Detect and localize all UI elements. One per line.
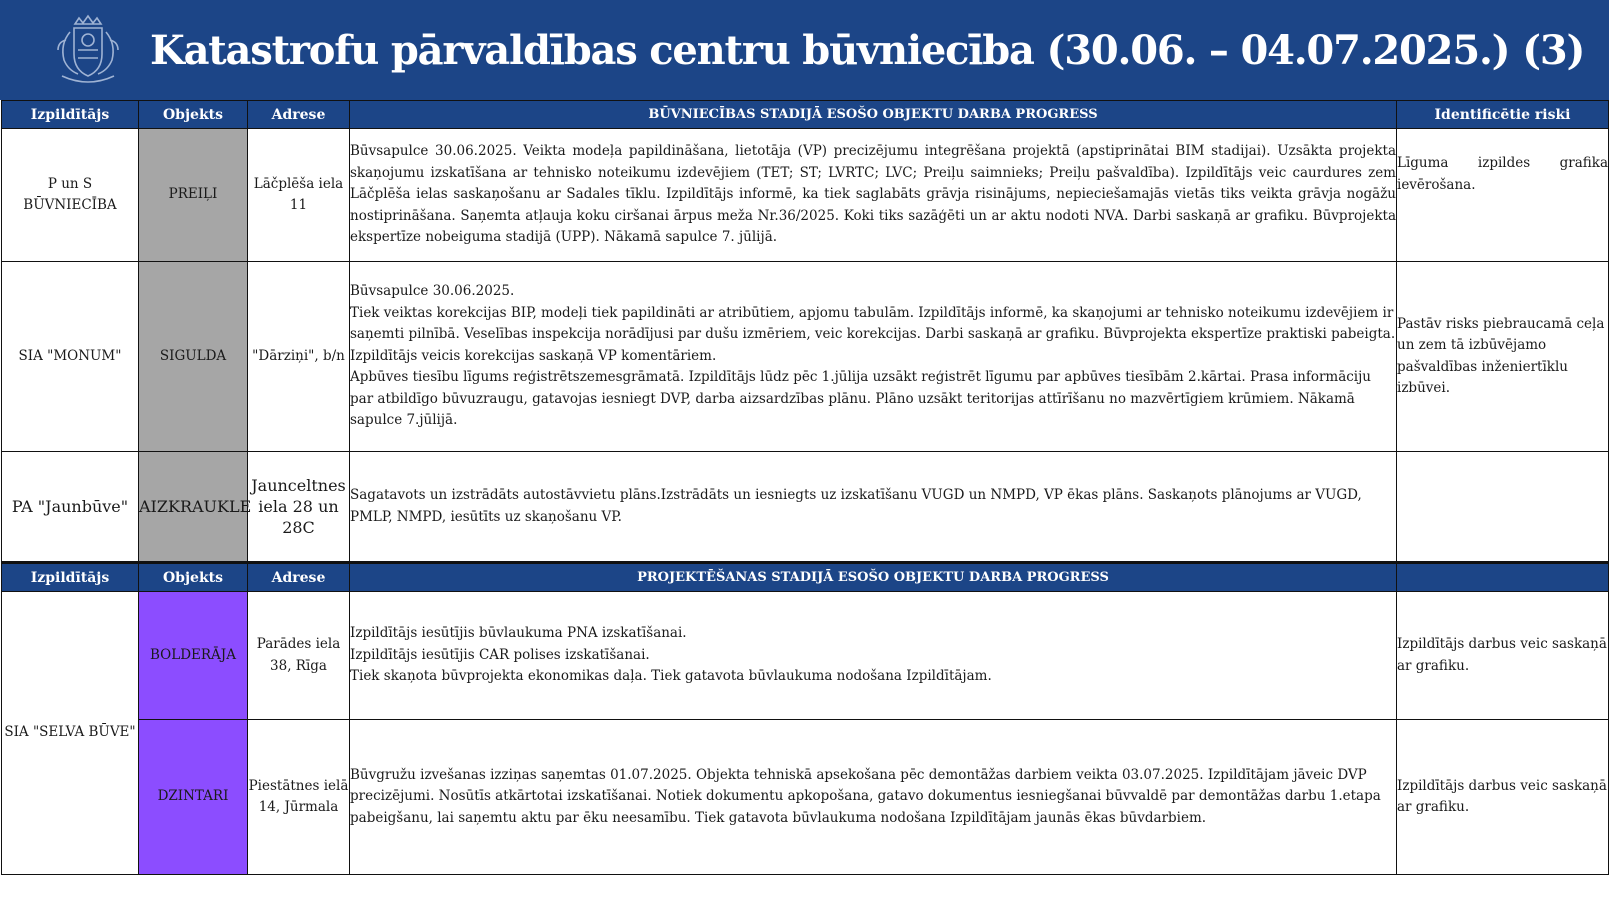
risks-cell: Izpildītājs darbus veic saskaņā ar grafiku. — [1397, 592, 1609, 720]
object-cell: PREIĻI — [139, 129, 248, 262]
progress-cell: Sagatavots un izstrādāts autostāvvietu plāns.Izstrādāts un iesniegts uz izskatīšanu VUGD un NMPD, VP ēkas plāns. Saskaņots plānojums ar VUGD, PMLP, NMPD, iesūtīts uz skaņošanu VP. — [350, 452, 1397, 563]
address-cell: Jaunceltnes iela 28 un 28C — [248, 452, 350, 563]
table-row — [2, 720, 1609, 875]
risks-cell: Izpildītājs darbus veic saskaņā ar grafiku. — [1397, 720, 1609, 875]
column-header-contractor: Izpildītājs — [2, 101, 139, 129]
risks-cell: Līguma izpildes grafika ievērošana. — [1397, 129, 1609, 262]
progress-line: Tiek veiktas korekcijas BIP, modeļi tiek papildināti ar atribūtiem, apjomu tabulām. Izpildītājs informē, ka skaņojumi ar tehnisko noteikumu izdevējiem ir saņemti pilnībā. Veselības inspekcija norādījusi par dušu izmēriem, veic korekcijas. Darbi saskaņā ar grafiku. Būvprojekta ekspertīze praktiski pabeigta. Izpildītājs veicis korekcijas saskaņā VP komentāriem. — [350, 304, 1396, 364]
progress-cell: Būvgružu izvešanas izziņas saņemtas 01.07.2025. Objekta tehniskā apsekošana pēc demontāžas darbiem veikta 03.07.2025. Izpildītājam jāveic DVP precizējumi. Nosūtīs atkārtotai izskatīšanai. Notiek dokumentu apkopošana, gatavo dokumentus iesniegšanai būvvaldē par demontāžas darbu 1.etapa pabeigšanu, lai saņemtu aktu par ēku neesamību. Tiek gatavota būvlaukuma nodošana Izpildītājam jaunās ēkas būvdarbiem. — [350, 720, 1397, 875]
contractor-cell: SIA "MONUM" — [2, 262, 139, 452]
table-row — [2, 592, 1609, 720]
progress-line: Būvsapulce 30.06.2025. — [350, 283, 515, 300]
object-cell: AIZKRAUKLE — [139, 452, 248, 563]
column-header-design-progress: PROJEKTĒŠANAS STADIJĀ ESOŠO OBJEKTU DARBA PROGRESS — [350, 563, 1397, 592]
progress-cell — [350, 592, 1397, 720]
progress-cell: Būvsapulce 30.06.2025. Veikta modeļa papildināšana, lietotāja (VP) precizējumu integrēšana projektā (apstiprinātai BIM stadijai). Uzsākta projekta skaņojumu izskatīšana ar tehnisko noteikumu izdevējiem (TET; ST; LVRTC; LVC; Preiļu saimnieks; Preiļu pašvaldība). Izpildītājs veic caurdures zem Lāčplēša ielas saskaņošanu ar Sadales tīklu. Izpildītājs informē, ka tiek saglabāts grāvja risinājums, nepieciešamajās vietās tiks veikta grāvja nogāžu nostiprināšana. Saņemta atļauja koku ciršanai ārpus meža Nr.36/2025. Koki tiks sazāģēti un ar aktu nodoti NVA. Darbi saskaņā ar grafiku. Būvprojekta ekspertīze nobeiguma stadijā (UPP). Nākamā sapulce 7. jūlijā. — [350, 129, 1397, 262]
column-header-address: Adrese — [248, 563, 350, 592]
column-header-construction-progress: BŪVNIECĪBAS STADIJĀ ESOŠO OBJEKTU DARBA PROGRESS — [350, 101, 1397, 129]
contractor-cell: SIA "SELVA BŪVE" — [2, 592, 139, 875]
address-cell: Parādes iela 38, Rīga — [248, 592, 350, 720]
column-header-address: Adrese — [248, 101, 350, 129]
table-row — [2, 262, 1609, 452]
address-cell: "Dārziņi", b/n — [248, 262, 350, 452]
table-header-design — [2, 563, 1609, 592]
progress-line: Izpildītājs iesūtījis CAR polises izskatīšanai. — [350, 646, 650, 663]
table-row — [2, 452, 1609, 563]
coat-of-arms-icon — [48, 10, 128, 90]
address-cell: Lāčplēša iela 11 — [248, 129, 350, 262]
progress-line: Izpildītājs iesūtījis būvlaukuma PNA izskatīšanai. — [350, 625, 687, 642]
column-header-risks: Identificētie riski — [1397, 101, 1609, 129]
address-cell: Piestātnes ielā 14, Jūrmala — [248, 720, 350, 875]
progress-line: Apbūves tiesību līgums reģistrētszemesgrāmatā. Izpildītājs lūdz pēc 1.jūlija uzsākt reģistrēt līgumu par apbūves tiesībām 2.kārtai. Prasa informāciju par atbildīgo būvuzraugu, gatavojas iesniegt DVP, darba aizsardzības plānu. Plāno uzsākt teritorijas attīrīšanu no mazvērtīgiem krūmiem. Nākamā sapulce 7.jūlijā. — [350, 369, 1372, 429]
contractor-cell: PA "Jaunbūve" — [2, 452, 139, 563]
object-cell: SIGULDA — [139, 262, 248, 452]
progress-table — [1, 100, 1609, 875]
column-header-object: Objekts — [139, 101, 248, 129]
object-cell: DZINTARI — [139, 720, 248, 875]
column-header-object: Objekts — [139, 563, 248, 592]
object-cell: BOLDERĀJA — [139, 592, 248, 720]
risks-cell — [1397, 452, 1609, 563]
column-header-empty — [1397, 563, 1609, 592]
table-header-construction — [2, 101, 1609, 129]
progress-cell — [350, 262, 1397, 452]
page-header — [0, 0, 1609, 100]
contractor-cell: P un S BŪVNIECĪBA — [2, 129, 139, 262]
page-title: Katastrofu pārvaldības centru būvniecība (30.06. – 04.07.2025.) (3) — [150, 26, 1585, 74]
progress-line: Tiek skaņota būvprojekta ekonomikas daļa. Tiek gatavota būvlaukuma nodošana Izpildītājam. — [350, 668, 992, 685]
column-header-contractor: Izpildītājs — [2, 563, 139, 592]
table-row — [2, 129, 1609, 262]
risks-cell: Pastāv risks piebraucamā ceļa un zem tā izbūvējamo pašvaldības inženiertīklu izbūvei. — [1397, 262, 1609, 452]
